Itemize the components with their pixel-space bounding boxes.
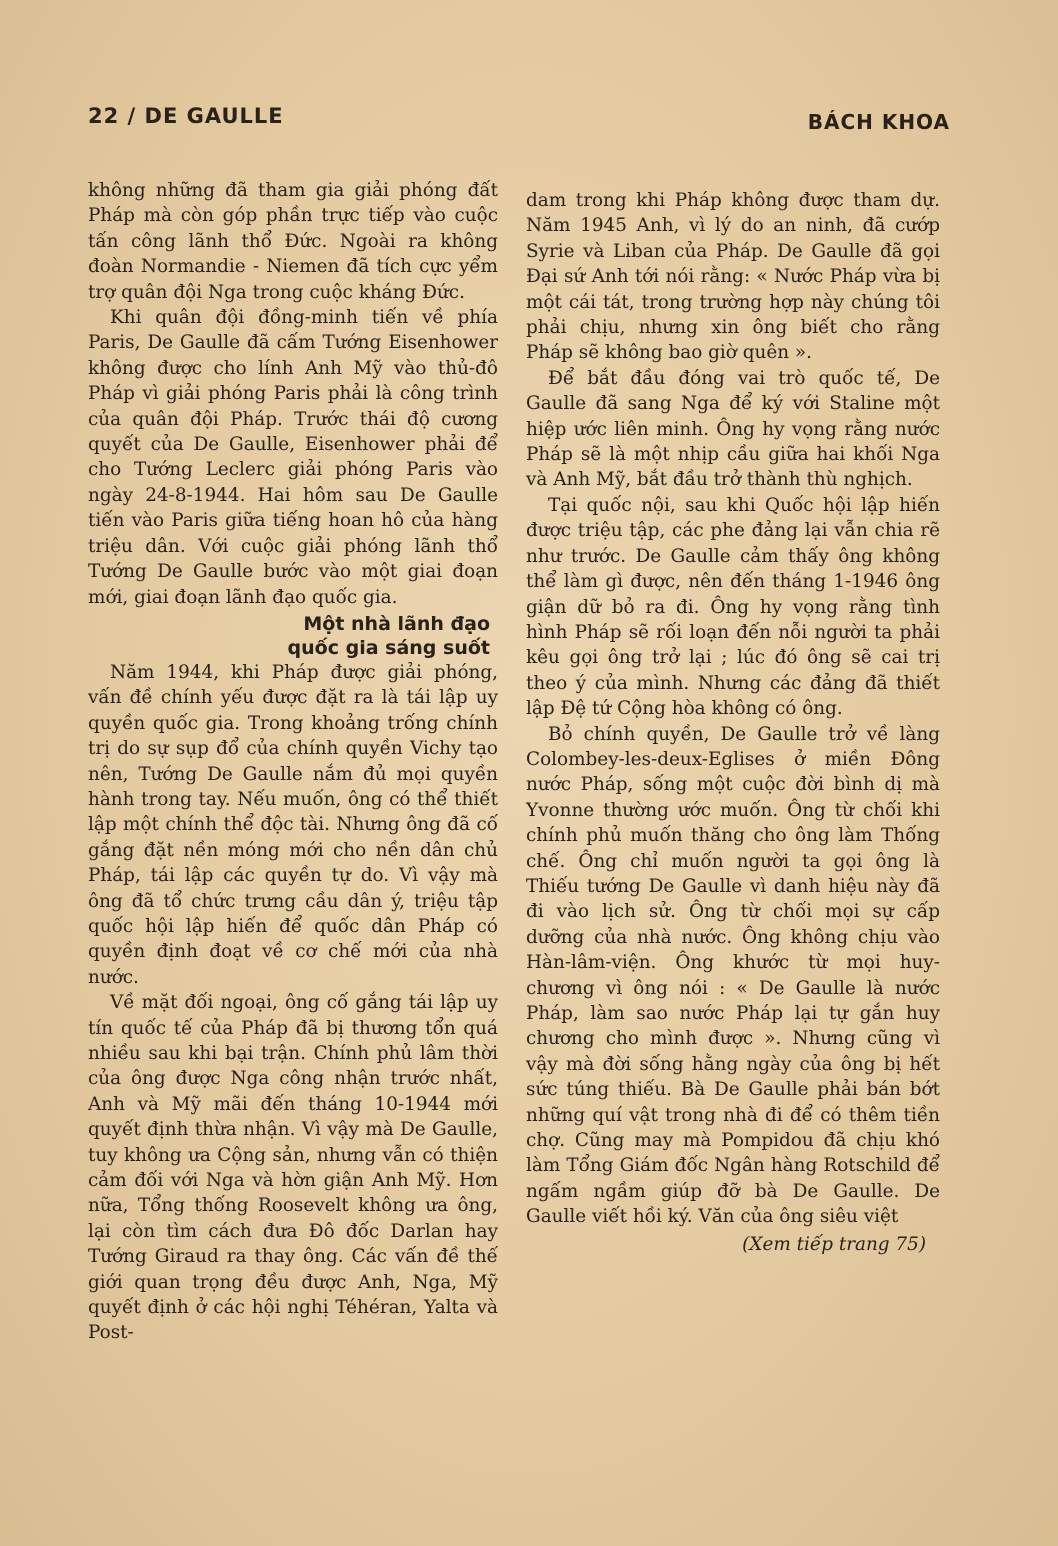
section-heading-line: Một nhà lãnh đạo — [303, 612, 490, 635]
section-heading — [88, 612, 498, 660]
paragraph: không những đã tham gia giải phóng đất Pháp mà còn góp phần trực tiếp vào cuộc tấn công lãnh thổ Đức. Ngoài ra không đoàn Normandie - Niemen đã tích cực yểm trợ quân đội Nga trong cuộc kháng Đức. — [88, 180, 498, 303]
section-heading-line: quốc gia sáng suốt — [287, 636, 490, 659]
right-column — [526, 188, 940, 1257]
page-header — [88, 104, 950, 140]
magazine-name: BÁCH KHOA — [807, 110, 950, 134]
continued-note: (Xem tiếp trang 75) — [742, 1233, 926, 1255]
left-column — [88, 178, 498, 1346]
paragraph: Về mặt đối ngoại, ông cố gắng tái lập uy tín quốc tế của Pháp đã bị thương tổn quá nhiều sau khi bại trận. Chính phủ lâm thời của ông được Nga công nhận trước nhất, Anh và Mỹ mãi đến tháng 10-1944 mới quyết định thừa nhận. Vì vậy mà De Gaulle, tuy không ưa Cộng sản, nhưng vẫn có thiện cảm đối với Nga và hờn giận Anh Mỹ. Hơn nữa, Tổng thống Roosevelt không ưa ông, lại còn tìm cách đưa Đô đốc Darlan hay Tướng Giraud ra thay ông. Các vấn đề thế giới quan trọng đều được Anh, Nga, Mỹ quyết định ở các hội nghị Téhéran, Yalta và Post- — [88, 992, 498, 1344]
page-number-title: 22 / DE GAULLE — [88, 104, 284, 128]
paragraph: Khi quân đội đồng-minh tiến về phía Paris, De Gaulle đã cấm Tướng Eisenhower không được cho lính Anh Mỹ vào thủ-đô Pháp vì giải phóng Paris phải là công trình của quân đội Pháp. Trước thái độ cương quyết của De Gaulle, Eisenhower phải để cho Tướng Leclerc giải phóng Paris vào ngày 24-8-1944. Hai hôm sau De Gaulle tiến vào Paris giữa tiếng hoan hô của hàng triệu dân. Với cuộc giải phóng lãnh thổ Tướng De Gaulle bước vào một giai đoạn mới, giai đoạn lãnh đạo quốc gia. — [88, 307, 498, 608]
paragraph: Để bắt đầu đóng vai trò quốc tế, De Gaulle đã sang Nga để ký với Staline một hiệp ước liên minh. Ông hy vọng rằng nước Pháp sẽ là một nhịp cầu giữa hai khối Nga và Anh Mỹ, bắt đầu trở thành thù nghịch. — [526, 367, 940, 491]
paragraph: dam trong khi Pháp không được tham dự. Năm 1945 Anh, vì lý do an ninh, đã cướp Syrie và Liban của Pháp. De Gaulle đã gọi Đại sứ Anh tới nói rằng: « Nước Pháp vừa bị một cái tát, trong trường hợp này chúng tôi phải chịu, nhưng xin ông biết cho rằng Pháp sẽ không bao giờ quên ». — [526, 190, 940, 364]
paragraph: Bỏ chính quyền, De Gaulle trở về làng Colombey-les-deux-Eglises ở miền Đông nước Pháp, sống một cuộc đời bình dị mà Yvonne thường ước muốn. Ông từ chối khi chính phủ muốn thăng cho ông làm Thống chế. Ông chỉ muốn người ta gọi ông là Thiếu tướng De Gaulle vì danh hiệu này đã đi vào lịch sử. Ông từ chối mọi sự cấp dưỡng của nhà nước. Ông không chịu vào Hàn-lâm-viện. Ông khước từ mọi huy-chương vì ông nói : « De Gaulle là nước Pháp, làm sao nước Pháp lại tự gắn huy chương cho mình được ». Nhưng cũng vì vậy mà đời sống hằng ngày của ông bị hết sức túng thiếu. Bà De Gaulle phải bán bớt những quí vật trong nhà đi để có thêm tiền chợ. Cũng may mà Pompidou đã chịu khó làm Tổng Giám đốc Ngân hàng Rotschild để ngấm ngầm giúp đỡ bà De Gaulle. De Gaulle viết hồi ký. Văn của ông siêu việt — [526, 723, 940, 1228]
paragraph: Tại quốc nội, sau khi Quốc hội lập hiến được triệu tập, các phe đảng lại vẫn chia rẽ như trước. De Gaulle cảm thấy ông không thể làm gì được, nên đến tháng 1-1946 ông giận dữ bỏ ra đi. Ông hy vọng rằng tình hình Pháp sẽ rối loạn đến nỗi người ta phải kêu gọi ông trở lại ; lúc đó ông sẽ cai trị theo ý của mình. Nhưng các đảng đã thiết lập Đệ tứ Cộng hòa không có ông. — [526, 494, 940, 720]
paragraph: Năm 1944, khi Pháp được giải phóng, vấn đề chính yếu được đặt ra là tái lập uy quyền quốc gia. Trong khoảng trống chính trị do sự sụp đổ của chính quyền Vichy tạo nên, Tướng De Gaulle nắm đủ mọi quyền hành trong tay. Nếu muốn, ông có thể thiết lập một chính thể độc tài. Nhưng ông đã cố gắng đặt nền móng mới cho nền dân chủ Pháp, tái lập các quyền tự do. Vì vậy mà ông đã tổ chức trưng cầu dân ý, triệu tập quốc hội lập hiến để quốc dân Pháp có quyền định đoạt về cơ chế mới của nhà nước. — [88, 661, 498, 988]
